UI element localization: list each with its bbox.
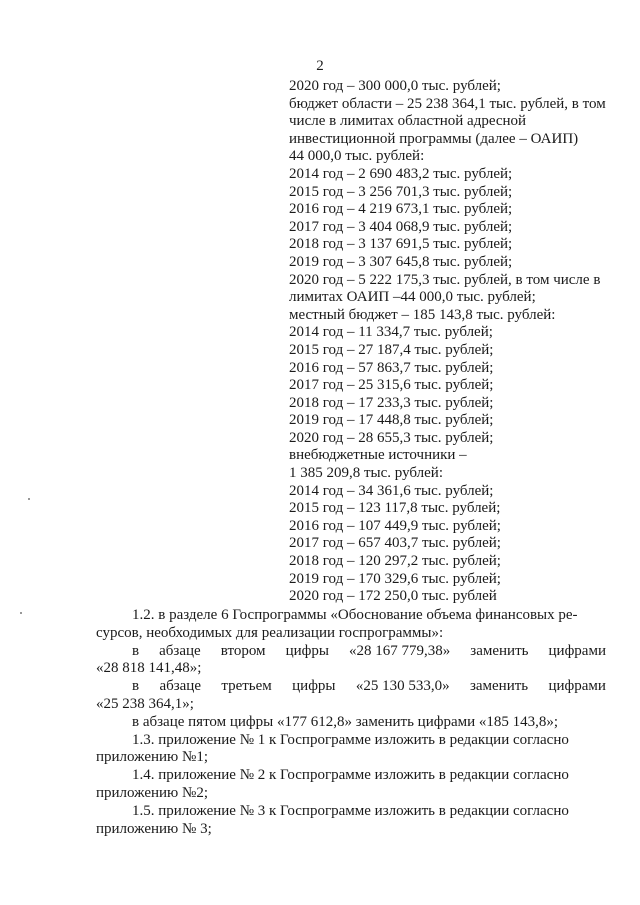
p13-line1: 1.3. приложение № 1 к Госпрограмме изложить в редакции согласно bbox=[132, 731, 569, 748]
word: «28 167 779,38» bbox=[348, 642, 451, 659]
word: цифрами bbox=[548, 678, 606, 695]
abzac3-line1 bbox=[96, 678, 606, 696]
funding-line: бюджет области – 25 238 364,1 тыс. рублей, в том bbox=[289, 95, 606, 112]
funding-line: 2020 год – 5 222 175,3 тыс. рублей, в том числе в bbox=[289, 271, 601, 288]
paragraph-1-5 bbox=[96, 803, 606, 839]
word: третьем bbox=[221, 678, 272, 695]
funding-line: 44 000,0 тыс. рублей: bbox=[289, 148, 425, 165]
paragraph-1-4 bbox=[96, 767, 606, 803]
funding-line: 2016 год – 4 219 673,1 тыс. рублей; bbox=[289, 201, 513, 218]
word: в bbox=[132, 678, 140, 695]
funding-line: 2019 год – 3 307 645,8 тыс. рублей; bbox=[289, 253, 513, 270]
funding-line: инвестиционной программы (далее – ОАИП) bbox=[289, 130, 579, 147]
funding-line: 2016 год – 107 449,9 тыс. рублей; bbox=[289, 517, 501, 534]
word: в bbox=[132, 642, 140, 659]
word: заменить bbox=[469, 678, 529, 695]
funding-line: 2014 год – 34 361,6 тыс. рублей; bbox=[289, 482, 494, 499]
amendments-text bbox=[96, 607, 606, 838]
page-number: 2 bbox=[316, 58, 324, 74]
word: втором bbox=[220, 642, 266, 659]
paragraph-1-2 bbox=[96, 607, 606, 643]
paragraph-abzac-3 bbox=[96, 678, 606, 714]
funding-line: 2020 год – 300 000,0 тыс. рублей; bbox=[289, 78, 501, 94]
funding-line: 2016 год – 57 863,7 тыс. рублей; bbox=[289, 359, 494, 376]
funding-line: числе в лимитах областной адресной bbox=[289, 113, 527, 130]
word: цифрами bbox=[548, 642, 606, 659]
word: «25 130 533,0» bbox=[355, 678, 450, 695]
scan-speck bbox=[20, 612, 22, 614]
funding-line: 2018 год – 3 137 691,5 тыс. рублей; bbox=[289, 236, 513, 253]
abzac2-line1 bbox=[96, 643, 606, 661]
funding-line: 2017 год – 25 315,6 тыс. рублей; bbox=[289, 377, 494, 394]
funding-line: 2020 год – 172 250,0 тыс. рублей bbox=[289, 588, 497, 605]
p15-line1: 1.5. приложение № 3 к Госпрограмме изложить в редакции согласно bbox=[132, 802, 569, 819]
p12-line2: сурсов, необходимых для реализации госпрограммы»: bbox=[96, 624, 444, 641]
funding-line: местный бюджет – 185 143,8 тыс. рублей: bbox=[289, 306, 556, 323]
abzac2-line2: «28 818 141,48»; bbox=[96, 660, 202, 677]
funding-line: 2018 год – 120 297,2 тыс. рублей; bbox=[289, 553, 501, 570]
funding-line: 2018 год – 17 233,3 тыс. рублей; bbox=[289, 394, 494, 411]
funding-line: 2015 год – 123 117,8 тыс. рублей; bbox=[289, 500, 501, 517]
funding-line: 2017 год – 3 404 068,9 тыс. рублей; bbox=[289, 218, 513, 235]
p12-line1: 1.2. в разделе 6 Госпрограммы «Обоснование объема финансовых ре- bbox=[132, 607, 578, 623]
word: абзаце bbox=[159, 678, 201, 695]
scan-speck bbox=[28, 498, 30, 500]
funding-line: 2015 год – 3 256 701,3 тыс. рублей; bbox=[289, 183, 513, 200]
p13-line2: приложению №1; bbox=[96, 749, 208, 766]
p15-line2: приложению № 3; bbox=[96, 820, 212, 837]
word: абзаце bbox=[159, 642, 201, 659]
word: заменить bbox=[470, 642, 529, 659]
p14-line1: 1.4. приложение № 2 к Госпрограмме изложить в редакции согласно bbox=[132, 767, 569, 784]
funding-line: 2017 год – 657 403,7 тыс. рублей; bbox=[289, 535, 501, 552]
funding-line: 2014 год – 2 690 483,2 тыс. рублей; bbox=[289, 165, 513, 182]
p14-line2: приложению №2; bbox=[96, 784, 208, 801]
funding-line: 2014 год – 11 334,7 тыс. рублей; bbox=[289, 324, 493, 341]
funding-line: 2020 год – 28 655,3 тыс. рублей; bbox=[289, 429, 494, 446]
paragraph-abzac-2 bbox=[96, 643, 606, 679]
funding-line: 2015 год – 27 187,4 тыс. рублей; bbox=[289, 341, 494, 358]
funding-line: лимитах ОАИП –44 000,0 тыс. рублей; bbox=[289, 289, 536, 306]
funding-line: 2019 год – 17 448,8 тыс. рублей; bbox=[289, 412, 494, 429]
paragraph-abzac-5: в абзаце пятом цифры «177 612,8» заменить цифрами «185 143,8»; bbox=[132, 713, 559, 730]
funding-line: внебюджетные источники – bbox=[289, 447, 467, 464]
funding-line: 1 385 209,8 тыс. рублей: bbox=[289, 465, 443, 482]
word: цифры bbox=[292, 678, 336, 695]
funding-line: 2019 год – 170 329,6 тыс. рублей; bbox=[289, 570, 501, 587]
funding-block bbox=[289, 78, 619, 606]
abzac3-line2: «25 238 364,1»; bbox=[96, 695, 194, 712]
word: цифры bbox=[285, 642, 329, 659]
paragraph-1-3 bbox=[96, 732, 606, 768]
